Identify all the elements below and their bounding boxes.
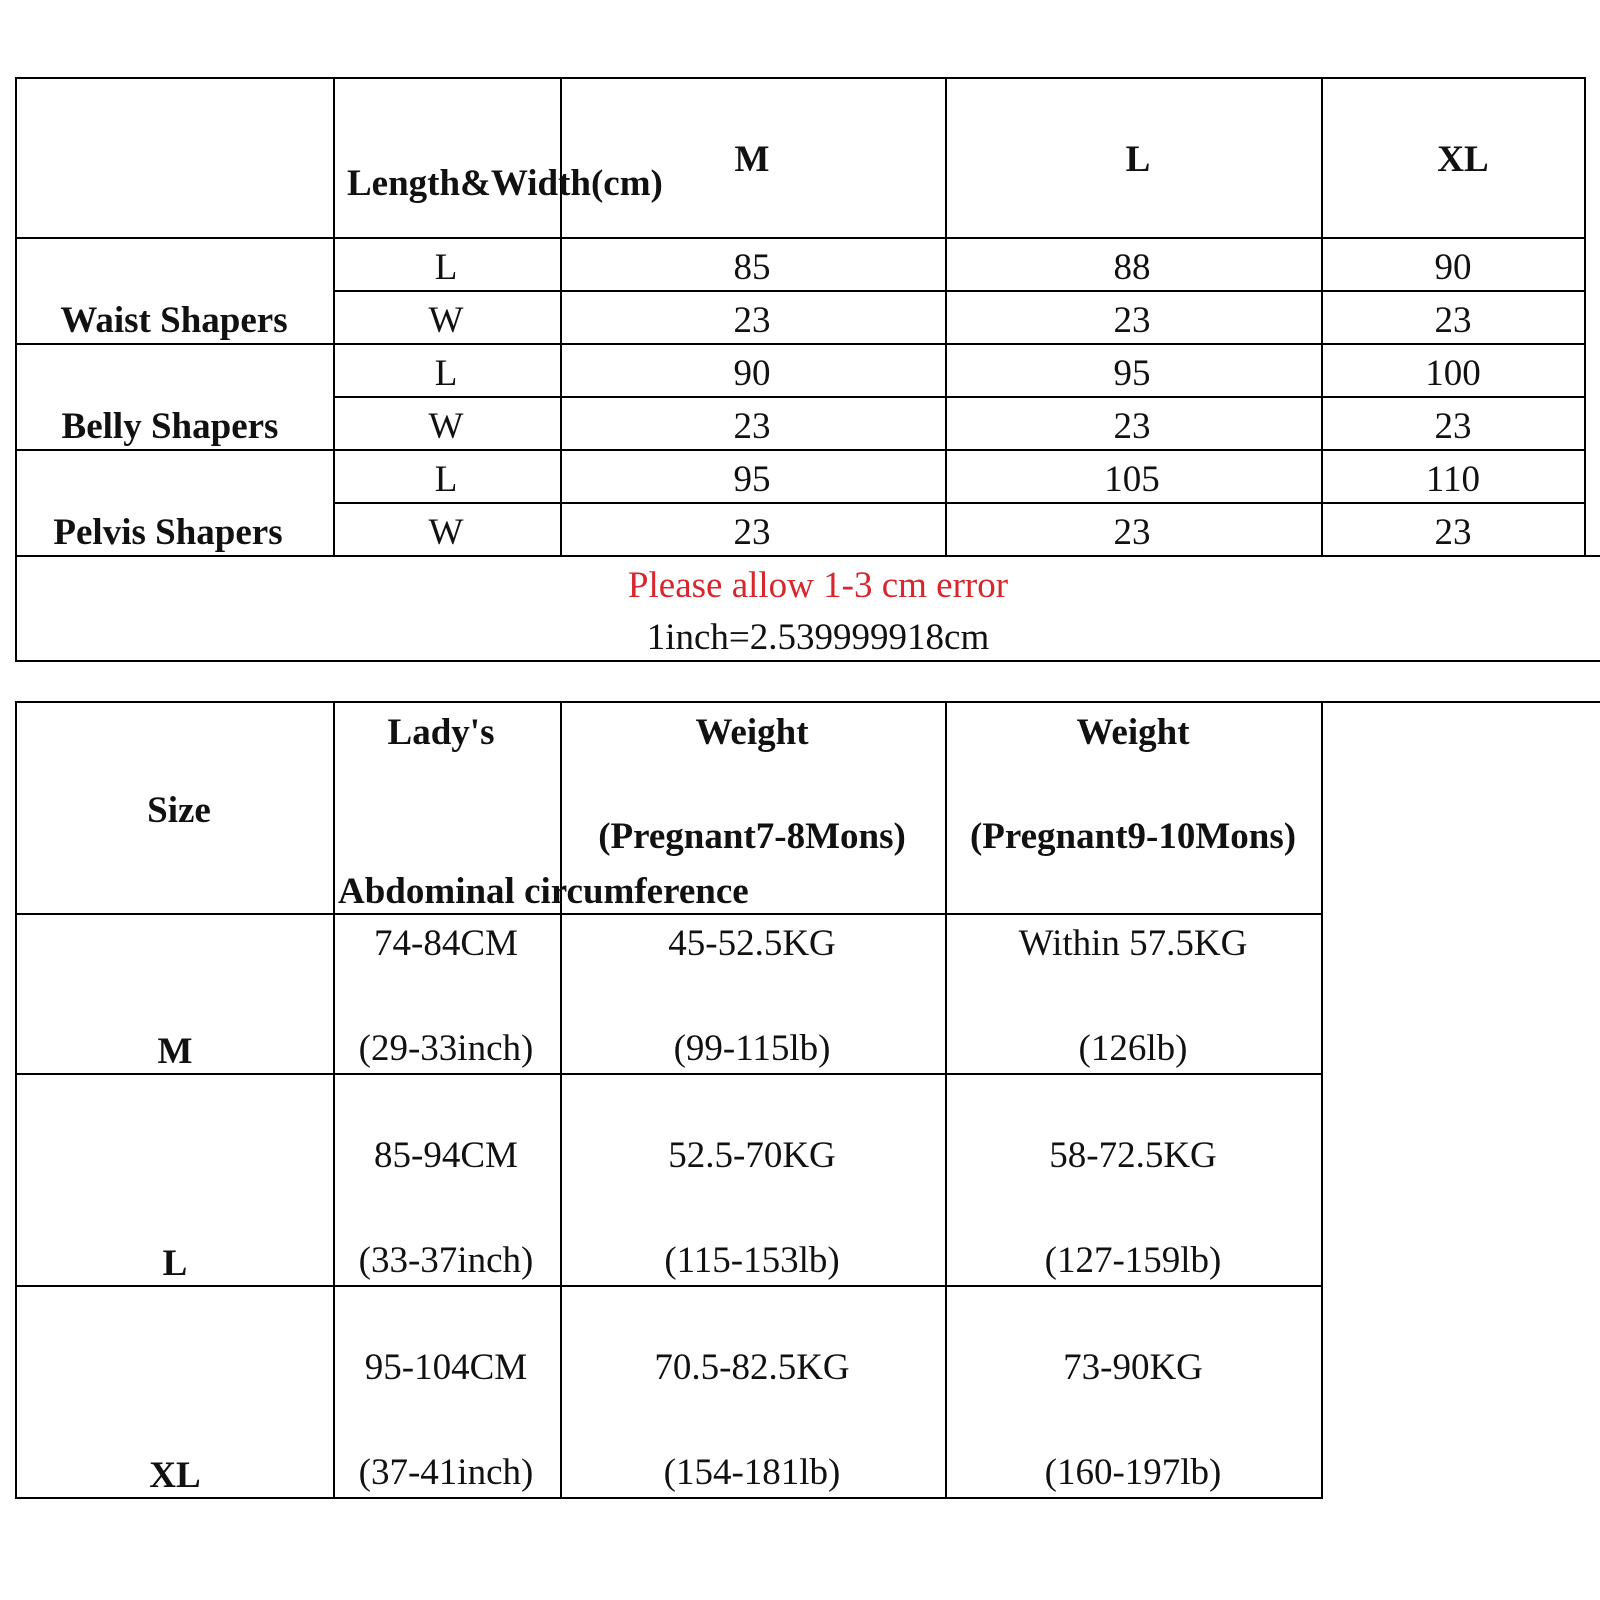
error-tolerance-note: Please allow 1-3 cm error [627, 565, 1009, 606]
size-header-xl: XL [1437, 139, 1489, 180]
table-cell: 70.5-82.5KG [654, 1347, 850, 1388]
table-cell: 23 [733, 512, 771, 553]
weight-9-10-subheader: (Pregnant9-10Mons) [969, 816, 1297, 857]
table-cell: (126lb) [1078, 1028, 1188, 1069]
table-cell: 90 [1434, 247, 1472, 288]
product-name-pelvis-shapers: Pelvis Shapers [53, 512, 283, 553]
dim-label: L [434, 247, 458, 288]
table-cell: 110 [1425, 459, 1481, 500]
table-cell: (33-37inch) [358, 1240, 534, 1281]
dim-label: W [428, 512, 464, 553]
table-cell: 85 [733, 247, 771, 288]
product-name-belly-shapers: Belly Shapers [61, 406, 279, 447]
dim-label: L [434, 353, 458, 394]
table-cell: 23 [733, 406, 771, 447]
weight-7-8-subheader: (Pregnant7-8Mons) [598, 816, 906, 857]
table-cell: 58-72.5KG [1049, 1135, 1217, 1176]
dim-label: L [434, 459, 458, 500]
table-cell: 23 [733, 300, 771, 341]
table-cell: 45-52.5KG [668, 923, 836, 964]
table-cell: 95 [733, 459, 771, 500]
weight-7-8-header: Weight [695, 712, 809, 753]
table-cell: (127-159lb) [1044, 1240, 1222, 1281]
table-cell: 95 [1113, 353, 1151, 394]
abdominal-circumference-header: Abdominal circumference [338, 871, 749, 912]
table-cell: 73-90KG [1063, 1347, 1203, 1388]
table-cell: (154-181lb) [663, 1452, 841, 1493]
table-cell: 90 [733, 353, 771, 394]
table-cell: 23 [1113, 300, 1151, 341]
table-cell: 100 [1425, 353, 1481, 394]
table-cell: Within 57.5KG [1018, 923, 1248, 964]
size-label-l: L [162, 1243, 188, 1284]
size-header-m: M [734, 139, 770, 180]
table-cell: 74-84CM [374, 923, 518, 964]
table-cell: 85-94CM [374, 1135, 518, 1176]
dim-label: W [428, 300, 464, 341]
size-header-l: L [1125, 139, 1151, 180]
ladys-header: Lady's [387, 712, 495, 753]
table-cell: (160-197lb) [1044, 1452, 1222, 1493]
size-column-header: Size [147, 790, 211, 831]
table-cell: 23 [1434, 300, 1472, 341]
size-label-m: M [157, 1031, 193, 1072]
table-cell: (29-33inch) [358, 1028, 534, 1069]
dimension-corner-label: Length&Width(cm) [347, 163, 663, 204]
table-cell: 23 [1113, 512, 1151, 553]
table-cell: 105 [1104, 459, 1160, 500]
table-cell: 23 [1434, 512, 1472, 553]
table-cell: 23 [1113, 406, 1151, 447]
table-cell: 23 [1434, 406, 1472, 447]
unit-conversion-note: 1inch=2.539999918cm [646, 617, 990, 658]
dim-label: W [428, 406, 464, 447]
product-name-waist-shapers: Waist Shapers [60, 300, 288, 341]
table-cell: 95-104CM [364, 1347, 528, 1388]
table-cell: 52.5-70KG [668, 1135, 836, 1176]
weight-9-10-header: Weight [1076, 712, 1190, 753]
size-label-xl: XL [149, 1455, 201, 1496]
table-cell: (115-153lb) [664, 1240, 840, 1281]
table-cell: (99-115lb) [673, 1028, 831, 1069]
table-cell: 88 [1113, 247, 1151, 288]
table-cell: (37-41inch) [358, 1452, 534, 1493]
